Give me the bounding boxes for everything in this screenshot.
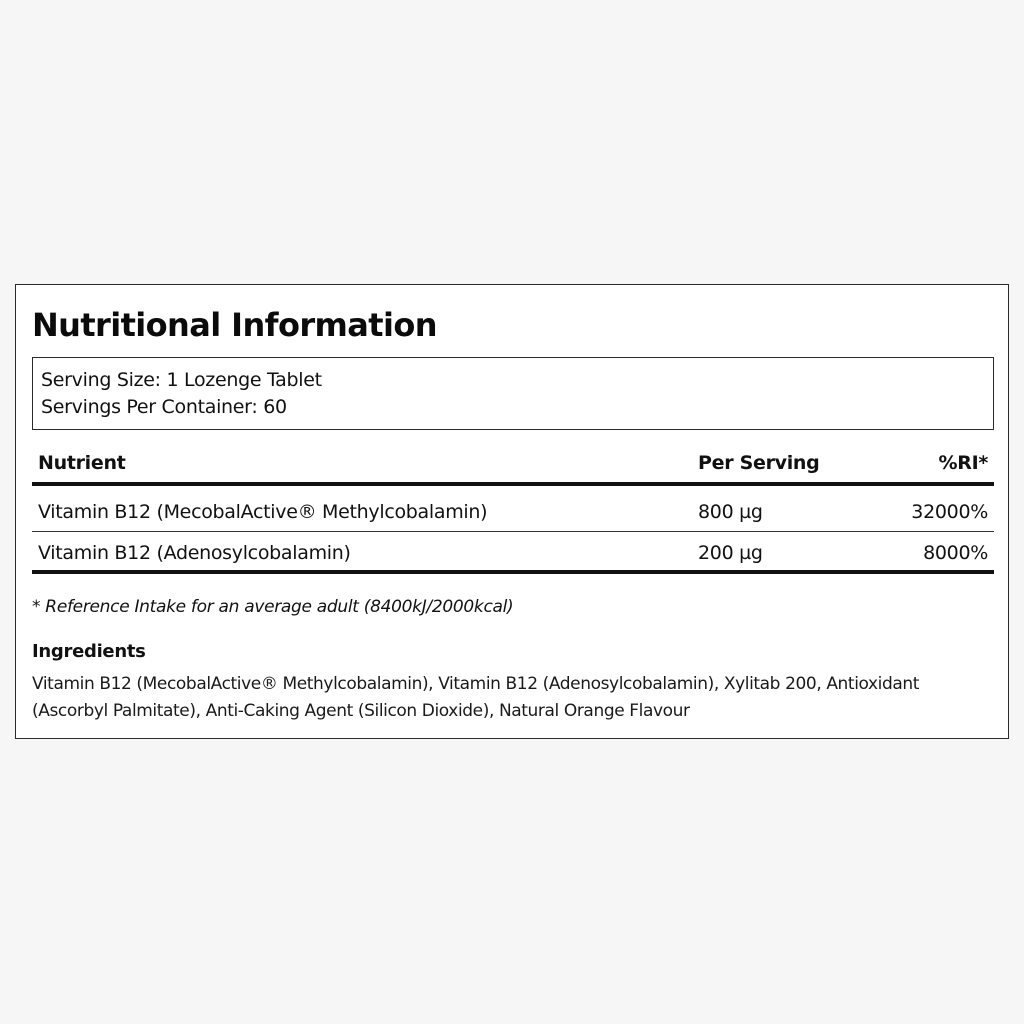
table-row (32, 486, 994, 532)
ingredients-line: Vitamin B12 (MecobalActive® Methylcobalamin), Vitamin B12 (Adenosylcobalamin), Xylitab 200, Antioxidant (32, 674, 920, 694)
header-nutrient: Nutrient (38, 452, 126, 474)
ingredients-heading: Ingredients (32, 641, 146, 662)
header-ri: %RI* (938, 452, 988, 474)
nutrition-panel (15, 284, 1009, 739)
table-header-row (32, 442, 994, 486)
nutrient-amount: 800 µg (698, 501, 763, 523)
nutrient-table (32, 442, 994, 574)
servings-per-container: Servings Per Container: 60 (41, 396, 287, 418)
serving-info-box (32, 357, 994, 430)
nutrient-ri: 8000% (923, 542, 988, 564)
ingredients-line: (Ascorbyl Palmitate), Anti-Caking Agent (Silicon Dioxide), Natural Orange Flavour (32, 701, 690, 721)
header-per-serving: Per Serving (698, 452, 820, 474)
reference-intake-footnote: * Reference Intake for an average adult (8400kJ/2000kcal) (32, 597, 514, 617)
serving-size: Serving Size: 1 Lozenge Tablet (41, 369, 322, 391)
table-row (32, 532, 994, 574)
nutrient-ri: 32000% (911, 501, 988, 523)
nutrient-name: Vitamin B12 (MecobalActive® Methylcobalamin) (38, 501, 488, 523)
panel-title: Nutritional Information (32, 306, 437, 344)
nutrient-amount: 200 µg (698, 542, 763, 564)
nutrient-name: Vitamin B12 (Adenosylcobalamin) (38, 542, 351, 564)
ingredients-list (32, 671, 1002, 725)
